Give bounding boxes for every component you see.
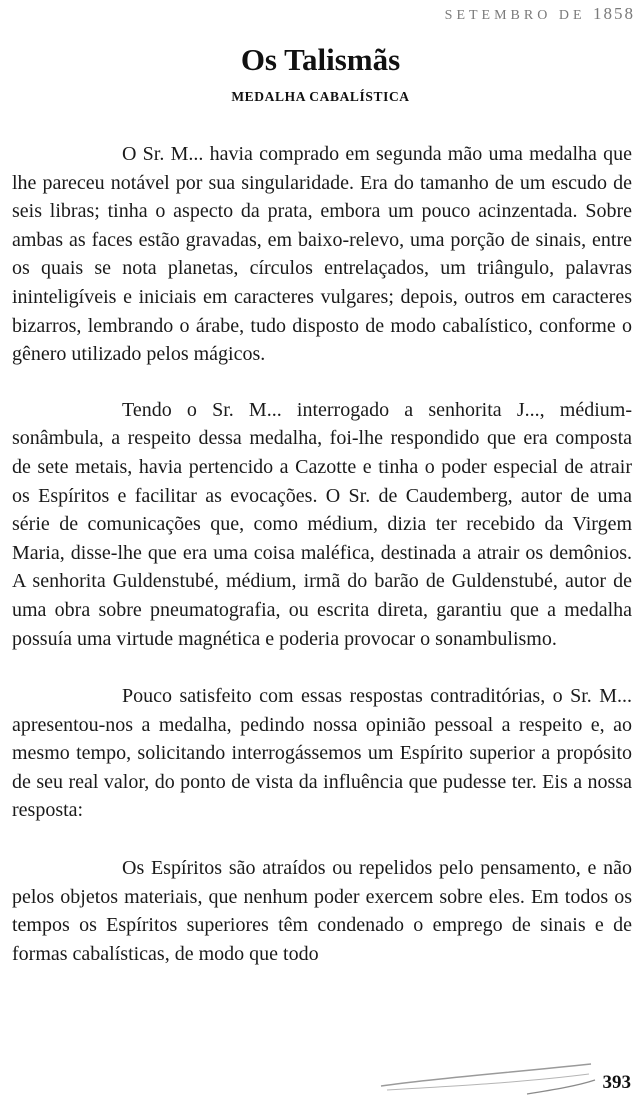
page-footer (377, 1056, 637, 1096)
running-header (445, 4, 635, 24)
paragraph: Os Espíritos são atraídos ou repelidos pelo pensamento, e não pelos objetos materiais, que nenhum poder exercem sobre eles. Em todos os tempos os Espíritos superiores têm condenado o emprego de sinais e de formas cabalísticas, de modo que todo (12, 857, 632, 965)
page-number: 393 (602, 1072, 631, 1093)
paragraph: Pouco satisfeito com essas respostas contraditórias, o Sr. M... apresentou-nos a medalha, pedindo nossa opinião pessoal a respeito e, ao mesmo tempo, solicitando interrogássemos um Espírito superior a propósito de seu real valor, do ponto de vista da influência que pudesse ter. Eis a nossa resposta: (12, 685, 632, 822)
running-header-title: SETEMBRO DE (444, 8, 586, 23)
article-title: Os Talismãs (240, 42, 401, 77)
article-subtitle: MEDALHA CABALÍSTICA (231, 89, 410, 104)
paragraph: O Sr. M... havia comprado em segunda mão uma medalha que lhe pareceu notável por sua singularidade. Era do tamanho de um escudo de seis libras; tinha o aspecto da prata, embora um pouco acinzentada. Sobre ambas as faces estão gravadas, em baixo-relevo, uma porção de sinais, entre os quais se nota planetas, círculos entrelaçados, um triângulo, palavras ininteligíveis e iniciais em caracteres vulgares; depois, outros em caracteres bizarros, lembrando o árabe, tudo disposto de modo cabalístico, conforme o gênero utilizado pelos mágicos. (12, 143, 632, 366)
decorative-swoosh-icon (377, 1056, 597, 1096)
article-body (12, 140, 632, 996)
running-header-year: 1858 (593, 4, 635, 23)
paragraph: Tendo o Sr. M... interrogado a senhorita J..., médium-sonâmbula, a respeito dessa medalha, foi-lhe respondido que era composta de sete metais, havia pertencido a Cazotte e tinha o poder especial de atrair os Espíritos e facilitar as evocações. O Sr. de Caudemberg, autor de uma série de comunicações que, como médium, dizia ter recebido da Virgem Maria, disse-lhe que era uma coisa maléfica, destinada a atrair os demônios. A senhorita Guldenstubé, médium, irmã do barão de Guldenstubé, autor de uma obra sobre pneumatografia, ou escrita direta, garantiu que a medalha possuía uma virtude magnética e poderia provocar o sonambulismo. (12, 398, 632, 650)
